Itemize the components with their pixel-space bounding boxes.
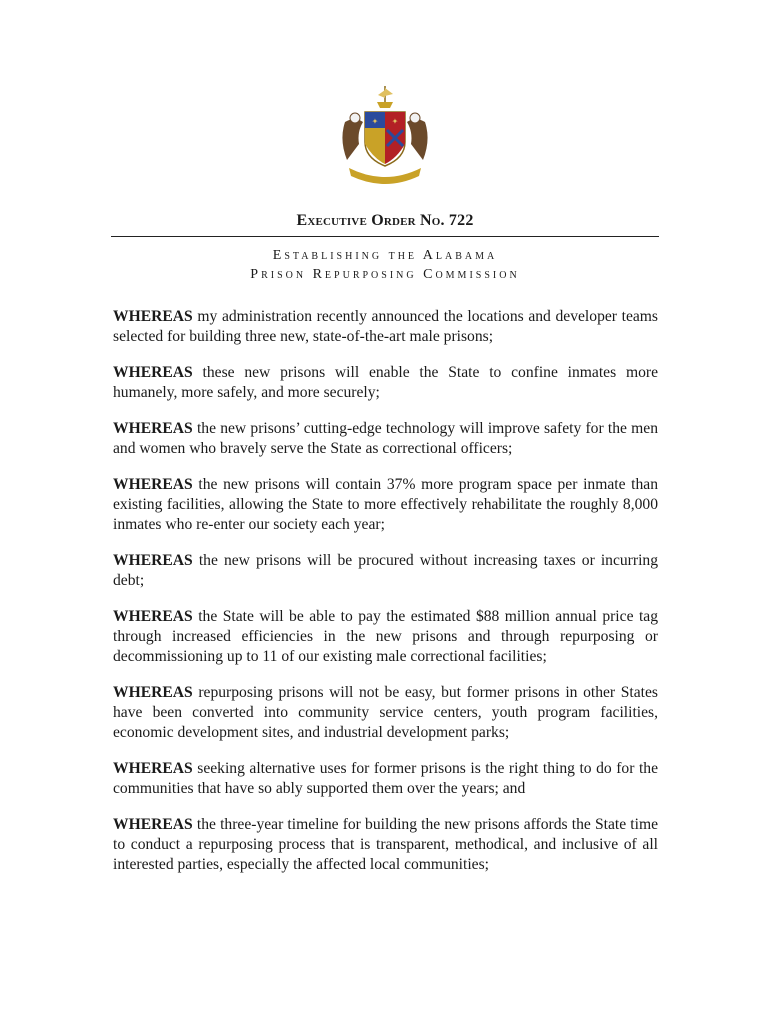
whereas-clause <box>113 475 658 535</box>
coat-of-arms-icon <box>335 82 435 190</box>
clause-text: these new prisons will enable the State to confine inmates more humanely, more safely, and more securely; <box>113 364 658 401</box>
clause-text: repurposing prisons will not be easy, but former prisons in other States have been converted into community service centers, youth program facilities, economic development sites, and industrial development parks; <box>113 684 658 741</box>
clause-keyword: WHEREAS <box>113 476 193 493</box>
title-line-2: Prison Repurposing Commission <box>250 267 520 282</box>
clause-keyword: WHEREAS <box>113 608 193 625</box>
clause-keyword: WHEREAS <box>113 684 193 701</box>
clause-keyword: WHEREAS <box>113 552 193 569</box>
clause-keyword: WHEREAS <box>113 308 193 325</box>
executive-order-number: Executive Order No. 722 <box>296 212 474 229</box>
clause-text: the State will be able to pay the estimated $88 million annual price tag through increased efficiencies in the new prisons and through repurposing or decommissioning up to 11 of our existing male correctional facilities; <box>113 608 658 665</box>
clause-text: my administration recently announced the locations and developer teams selected for building three new, state-of-the-art male prisons; <box>113 308 658 345</box>
clause-text: seeking alternative uses for former prisons is the right thing to do for the communities that have so ably supported them over the years; and <box>113 760 658 797</box>
whereas-clause <box>113 607 658 667</box>
clause-text: the new prisons will be procured without increasing taxes or incurring debt; <box>113 552 658 589</box>
whereas-clause <box>113 419 658 459</box>
clause-keyword: WHEREAS <box>113 420 193 437</box>
clause-text: the three-year timeline for building the new prisons affords the State time to conduct a repurposing process that is transparent, methodical, and inclusive of all interested parties, especially the affected local communities; <box>113 816 658 873</box>
whereas-clause <box>113 551 658 591</box>
clause-text: the new prisons will contain 37% more program space per inmate than existing facilities, allowing the State to more effectively rehabilitate the roughly 8,000 inmates who re-enter our society each year; <box>113 476 658 533</box>
clause-keyword: WHEREAS <box>113 816 193 833</box>
document-title <box>0 246 770 284</box>
whereas-clause <box>113 683 658 743</box>
title-divider <box>111 236 659 237</box>
whereas-clause <box>113 363 658 403</box>
svg-text:✦: ✦ <box>391 117 399 126</box>
whereas-clause <box>113 307 658 347</box>
svg-text:✦: ✦ <box>371 117 379 126</box>
clause-keyword: WHEREAS <box>113 364 193 381</box>
clause-keyword: WHEREAS <box>113 760 193 777</box>
whereas-clause <box>113 759 658 799</box>
whereas-clause <box>113 815 658 875</box>
clause-text: the new prisons’ cutting-edge technology will improve safety for the men and women who bravely serve the State as correctional officers; <box>113 420 658 457</box>
title-line-1: Establishing the Alabama <box>272 248 498 263</box>
whereas-clauses <box>113 307 658 891</box>
